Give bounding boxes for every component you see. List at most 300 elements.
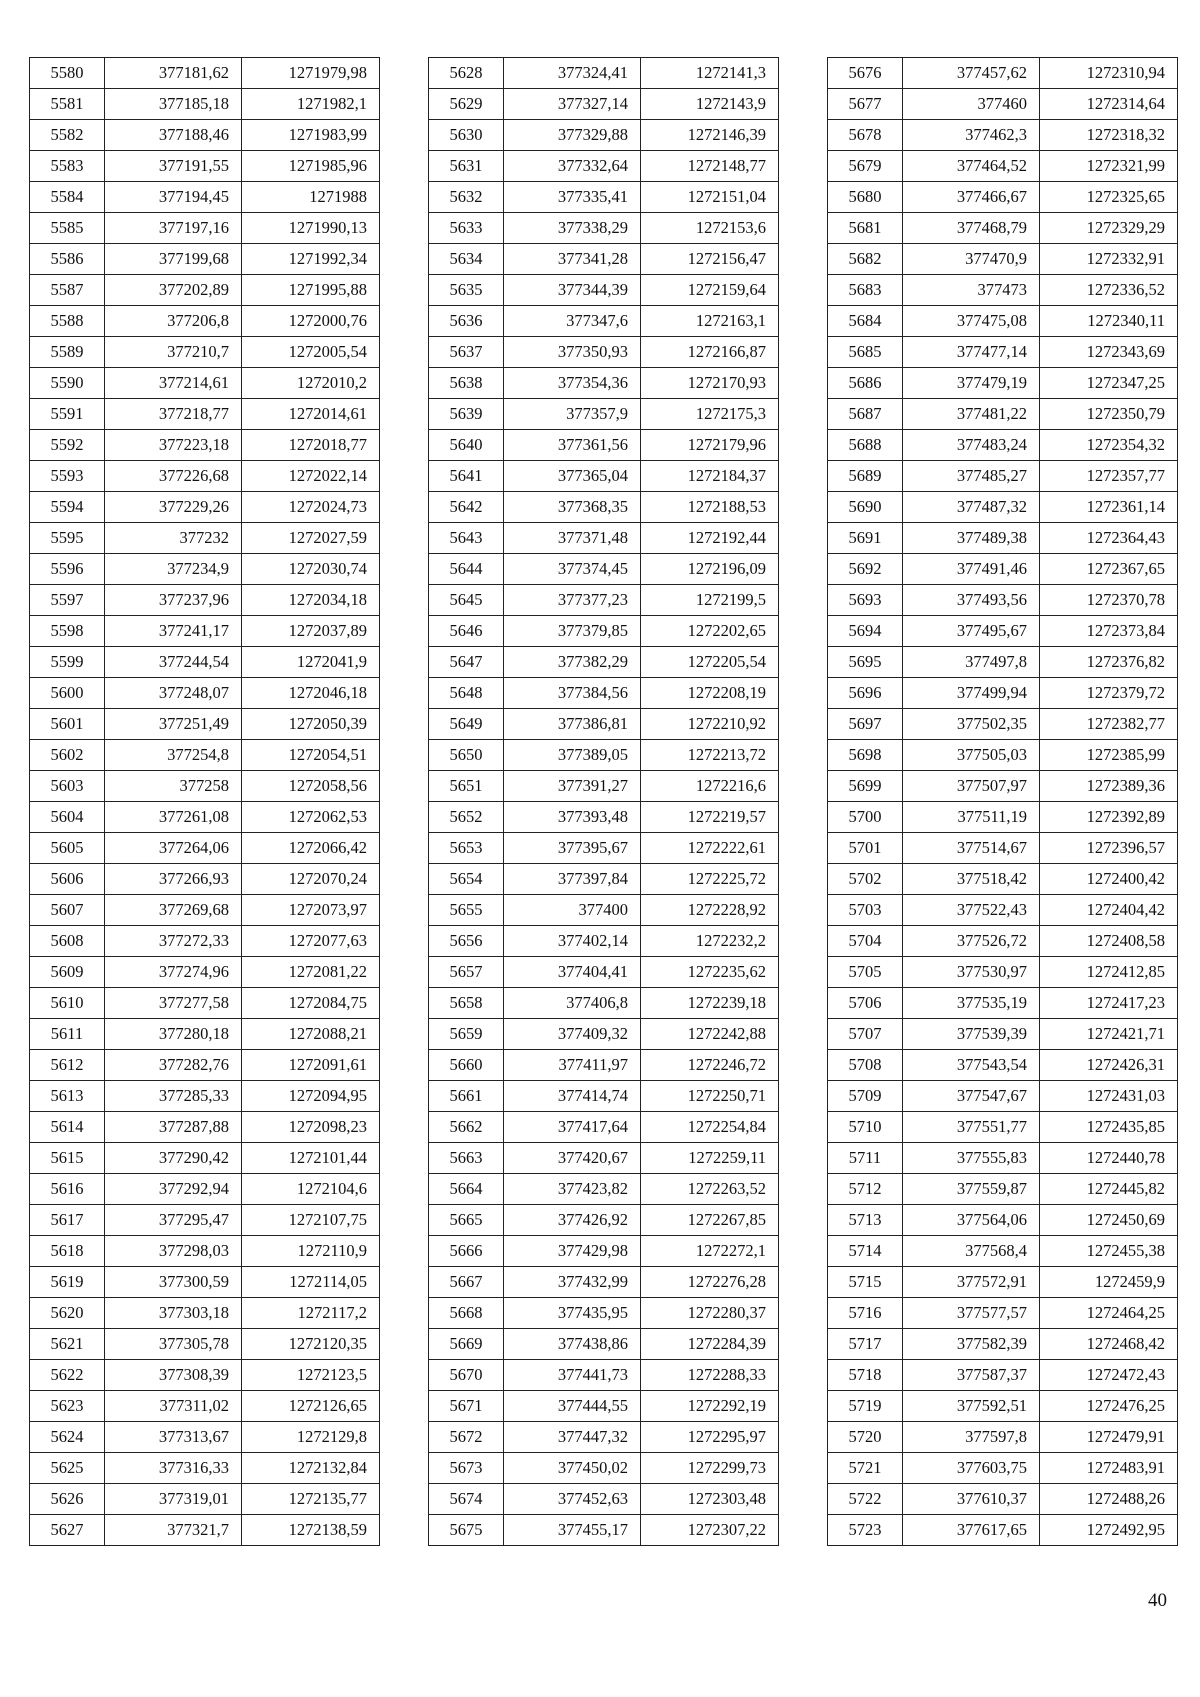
y-coordinate-cell: 1272259,11 [641, 1143, 779, 1174]
x-coordinate-cell: 377462,3 [903, 120, 1040, 151]
y-coordinate-cell: 1272354,32 [1040, 430, 1178, 461]
x-coordinate-cell: 377350,93 [504, 337, 641, 368]
table-row [429, 306, 779, 337]
point-number-cell: 5627 [30, 1515, 105, 1546]
point-number-cell: 5637 [429, 337, 504, 368]
table-row [429, 771, 779, 802]
table-row [429, 1112, 779, 1143]
x-coordinate-cell: 377417,64 [504, 1112, 641, 1143]
point-number-cell: 5651 [429, 771, 504, 802]
y-coordinate-cell: 1272202,65 [641, 616, 779, 647]
table-row [828, 151, 1178, 182]
x-coordinate-cell: 377266,93 [105, 864, 242, 895]
table-row [429, 864, 779, 895]
y-coordinate-cell: 1272408,58 [1040, 926, 1178, 957]
x-coordinate-cell: 377232 [105, 523, 242, 554]
point-number-cell: 5633 [429, 213, 504, 244]
x-coordinate-cell: 377475,08 [903, 306, 1040, 337]
x-coordinate-cell: 377526,72 [903, 926, 1040, 957]
table-row [30, 1422, 380, 1453]
point-number-cell: 5671 [429, 1391, 504, 1422]
table-row [30, 399, 380, 430]
x-coordinate-cell: 377258 [105, 771, 242, 802]
y-coordinate-cell: 1272392,89 [1040, 802, 1178, 833]
point-number-cell: 5657 [429, 957, 504, 988]
point-number-cell: 5683 [828, 275, 903, 306]
y-coordinate-cell: 1272199,5 [641, 585, 779, 616]
y-coordinate-cell: 1272117,2 [242, 1298, 380, 1329]
table-row [828, 1515, 1178, 1546]
table-row [828, 1205, 1178, 1236]
x-coordinate-cell: 377308,39 [105, 1360, 242, 1391]
point-number-cell: 5673 [429, 1453, 504, 1484]
y-coordinate-cell: 1272263,52 [641, 1174, 779, 1205]
table-row [828, 926, 1178, 957]
table-row [30, 585, 380, 616]
x-coordinate-cell: 377303,18 [105, 1298, 242, 1329]
table-row [30, 833, 380, 864]
x-coordinate-cell: 377377,23 [504, 585, 641, 616]
table-row [828, 988, 1178, 1019]
x-coordinate-cell: 377468,79 [903, 213, 1040, 244]
table-row [429, 89, 779, 120]
table-row [30, 895, 380, 926]
x-coordinate-cell: 377229,26 [105, 492, 242, 523]
table-row [30, 988, 380, 1019]
point-number-cell: 5600 [30, 678, 105, 709]
table-row [828, 647, 1178, 678]
y-coordinate-cell: 1272272,1 [641, 1236, 779, 1267]
point-number-cell: 5593 [30, 461, 105, 492]
y-coordinate-cell: 1272307,22 [641, 1515, 779, 1546]
y-coordinate-cell: 1272404,42 [1040, 895, 1178, 926]
point-number-cell: 5610 [30, 988, 105, 1019]
x-coordinate-cell: 377382,29 [504, 647, 641, 678]
y-coordinate-cell: 1272440,78 [1040, 1143, 1178, 1174]
table-row [429, 1174, 779, 1205]
table-row [30, 802, 380, 833]
table-row [828, 616, 1178, 647]
point-number-cell: 5692 [828, 554, 903, 585]
x-coordinate-cell: 377332,64 [504, 151, 641, 182]
x-coordinate-cell: 377568,4 [903, 1236, 1040, 1267]
point-number-cell: 5711 [828, 1143, 903, 1174]
table-row [429, 1484, 779, 1515]
table-row [828, 58, 1178, 89]
x-coordinate-cell: 377514,67 [903, 833, 1040, 864]
point-number-cell: 5712 [828, 1174, 903, 1205]
y-coordinate-cell: 1272129,8 [242, 1422, 380, 1453]
y-coordinate-cell: 1272318,32 [1040, 120, 1178, 151]
x-coordinate-cell: 377313,67 [105, 1422, 242, 1453]
x-coordinate-cell: 377497,8 [903, 647, 1040, 678]
x-coordinate-cell: 377404,41 [504, 957, 641, 988]
table-row [429, 926, 779, 957]
table-row [429, 1360, 779, 1391]
x-coordinate-cell: 377447,32 [504, 1422, 641, 1453]
y-coordinate-cell: 1272310,94 [1040, 58, 1178, 89]
x-coordinate-cell: 377617,65 [903, 1515, 1040, 1546]
y-coordinate-cell: 1272464,25 [1040, 1298, 1178, 1329]
point-number-cell: 5655 [429, 895, 504, 926]
table-row [828, 833, 1178, 864]
table-row [828, 337, 1178, 368]
y-coordinate-cell: 1272299,73 [641, 1453, 779, 1484]
y-coordinate-cell: 1272379,72 [1040, 678, 1178, 709]
table-body [30, 58, 380, 1546]
table-row [429, 244, 779, 275]
x-coordinate-cell: 377400 [504, 895, 641, 926]
y-coordinate-cell: 1272166,87 [641, 337, 779, 368]
y-coordinate-cell: 1272343,69 [1040, 337, 1178, 368]
table-row [30, 213, 380, 244]
point-number-cell: 5682 [828, 244, 903, 275]
x-coordinate-cell: 377559,87 [903, 1174, 1040, 1205]
x-coordinate-cell: 377432,99 [504, 1267, 641, 1298]
point-number-cell: 5691 [828, 523, 903, 554]
x-coordinate-cell: 377261,08 [105, 802, 242, 833]
table-row [828, 1422, 1178, 1453]
y-coordinate-cell: 1272239,18 [641, 988, 779, 1019]
point-number-cell: 5635 [429, 275, 504, 306]
point-number-cell: 5613 [30, 1081, 105, 1112]
x-coordinate-cell: 377197,16 [105, 213, 242, 244]
table-row [429, 740, 779, 771]
y-coordinate-cell: 1272276,28 [641, 1267, 779, 1298]
x-coordinate-cell: 377269,68 [105, 895, 242, 926]
x-coordinate-cell: 377237,96 [105, 585, 242, 616]
point-number-cell: 5615 [30, 1143, 105, 1174]
x-coordinate-cell: 377610,37 [903, 1484, 1040, 1515]
table-row [30, 1112, 380, 1143]
y-coordinate-cell: 1271982,1 [242, 89, 380, 120]
y-coordinate-cell: 1272364,43 [1040, 523, 1178, 554]
point-number-cell: 5716 [828, 1298, 903, 1329]
y-coordinate-cell: 1272153,6 [641, 213, 779, 244]
table-row [429, 492, 779, 523]
point-number-cell: 5594 [30, 492, 105, 523]
table-row [828, 1143, 1178, 1174]
x-coordinate-cell: 377423,82 [504, 1174, 641, 1205]
y-coordinate-cell: 1272246,72 [641, 1050, 779, 1081]
point-number-cell: 5580 [30, 58, 105, 89]
table-row [828, 368, 1178, 399]
x-coordinate-cell: 377185,18 [105, 89, 242, 120]
table-row [429, 895, 779, 926]
x-coordinate-cell: 377361,56 [504, 430, 641, 461]
table-row [828, 1236, 1178, 1267]
point-number-cell: 5721 [828, 1453, 903, 1484]
point-number-cell: 5680 [828, 182, 903, 213]
point-number-cell: 5621 [30, 1329, 105, 1360]
table-row [828, 182, 1178, 213]
x-coordinate-cell: 377347,6 [504, 306, 641, 337]
table-row [429, 1329, 779, 1360]
point-number-cell: 5628 [429, 58, 504, 89]
table-row [30, 1391, 380, 1422]
y-coordinate-cell: 1272014,61 [242, 399, 380, 430]
point-number-cell: 5598 [30, 616, 105, 647]
point-number-cell: 5709 [828, 1081, 903, 1112]
table-row [828, 1453, 1178, 1484]
x-coordinate-cell: 377389,05 [504, 740, 641, 771]
x-coordinate-cell: 377344,39 [504, 275, 641, 306]
point-number-cell: 5722 [828, 1484, 903, 1515]
table-row [828, 1391, 1178, 1422]
x-coordinate-cell: 377547,67 [903, 1081, 1040, 1112]
x-coordinate-cell: 377223,18 [105, 430, 242, 461]
point-number-cell: 5656 [429, 926, 504, 957]
y-coordinate-cell: 1272314,64 [1040, 89, 1178, 120]
x-coordinate-cell: 377374,45 [504, 554, 641, 585]
y-coordinate-cell: 1272445,82 [1040, 1174, 1178, 1205]
x-coordinate-cell: 377592,51 [903, 1391, 1040, 1422]
y-coordinate-cell: 1272254,84 [641, 1112, 779, 1143]
table-row [30, 678, 380, 709]
point-number-cell: 5715 [828, 1267, 903, 1298]
point-number-cell: 5592 [30, 430, 105, 461]
x-coordinate-cell: 377335,41 [504, 182, 641, 213]
point-number-cell: 5694 [828, 616, 903, 647]
x-coordinate-cell: 377188,46 [105, 120, 242, 151]
x-coordinate-cell: 377292,94 [105, 1174, 242, 1205]
table-row [30, 554, 380, 585]
table-row [429, 1453, 779, 1484]
y-coordinate-cell: 1272054,51 [242, 740, 380, 771]
point-number-cell: 5703 [828, 895, 903, 926]
y-coordinate-cell: 1272148,77 [641, 151, 779, 182]
x-coordinate-cell: 377393,48 [504, 802, 641, 833]
table-row [828, 1267, 1178, 1298]
point-number-cell: 5638 [429, 368, 504, 399]
y-coordinate-cell: 1272431,03 [1040, 1081, 1178, 1112]
point-number-cell: 5661 [429, 1081, 504, 1112]
point-number-cell: 5678 [828, 120, 903, 151]
table-row [429, 1391, 779, 1422]
point-number-cell: 5586 [30, 244, 105, 275]
point-number-cell: 5582 [30, 120, 105, 151]
table-row [828, 399, 1178, 430]
point-number-cell: 5614 [30, 1112, 105, 1143]
table-row [30, 368, 380, 399]
point-number-cell: 5677 [828, 89, 903, 120]
y-coordinate-cell: 1272146,39 [641, 120, 779, 151]
x-coordinate-cell: 377539,39 [903, 1019, 1040, 1050]
point-number-cell: 5667 [429, 1267, 504, 1298]
point-number-cell: 5625 [30, 1453, 105, 1484]
point-number-cell: 5658 [429, 988, 504, 1019]
x-coordinate-cell: 377357,9 [504, 399, 641, 430]
point-number-cell: 5622 [30, 1360, 105, 1391]
x-coordinate-cell: 377485,27 [903, 461, 1040, 492]
x-coordinate-cell: 377371,48 [504, 523, 641, 554]
table-row [828, 802, 1178, 833]
x-coordinate-cell: 377543,54 [903, 1050, 1040, 1081]
table-row [429, 988, 779, 1019]
point-number-cell: 5693 [828, 585, 903, 616]
point-number-cell: 5636 [429, 306, 504, 337]
y-coordinate-cell: 1272163,1 [641, 306, 779, 337]
point-number-cell: 5639 [429, 399, 504, 430]
x-coordinate-cell: 377493,56 [903, 585, 1040, 616]
point-number-cell: 5617 [30, 1205, 105, 1236]
table-row [30, 306, 380, 337]
y-coordinate-cell: 1272046,18 [242, 678, 380, 709]
table-row [429, 802, 779, 833]
table-row [828, 244, 1178, 275]
point-number-cell: 5679 [828, 151, 903, 182]
table-row [429, 1298, 779, 1329]
y-coordinate-cell: 1272030,74 [242, 554, 380, 585]
y-coordinate-cell: 1272070,24 [242, 864, 380, 895]
table-row [30, 492, 380, 523]
x-coordinate-cell: 377518,42 [903, 864, 1040, 895]
point-number-cell: 5706 [828, 988, 903, 1019]
table-row [429, 275, 779, 306]
y-coordinate-cell: 1272216,6 [641, 771, 779, 802]
table-row [429, 337, 779, 368]
x-coordinate-cell: 377473 [903, 275, 1040, 306]
y-coordinate-cell: 1272347,25 [1040, 368, 1178, 399]
point-number-cell: 5668 [429, 1298, 504, 1329]
y-coordinate-cell: 1272367,65 [1040, 554, 1178, 585]
table-row [429, 678, 779, 709]
point-number-cell: 5629 [429, 89, 504, 120]
y-coordinate-cell: 1272468,42 [1040, 1329, 1178, 1360]
table-row [30, 1360, 380, 1391]
table-row [429, 1515, 779, 1546]
table-row [30, 182, 380, 213]
table-row [828, 1329, 1178, 1360]
y-coordinate-cell: 1272476,25 [1040, 1391, 1178, 1422]
point-number-cell: 5645 [429, 585, 504, 616]
point-number-cell: 5700 [828, 802, 903, 833]
point-number-cell: 5665 [429, 1205, 504, 1236]
point-number-cell: 5686 [828, 368, 903, 399]
point-number-cell: 5652 [429, 802, 504, 833]
y-coordinate-cell: 1272010,2 [242, 368, 380, 399]
point-number-cell: 5587 [30, 275, 105, 306]
y-coordinate-cell: 1272126,65 [242, 1391, 380, 1422]
y-coordinate-cell: 1272235,62 [641, 957, 779, 988]
y-coordinate-cell: 1272037,89 [242, 616, 380, 647]
x-coordinate-cell: 377395,67 [504, 833, 641, 864]
point-number-cell: 5606 [30, 864, 105, 895]
point-number-cell: 5688 [828, 430, 903, 461]
table-row [429, 523, 779, 554]
x-coordinate-cell: 377470,9 [903, 244, 1040, 275]
point-number-cell: 5589 [30, 337, 105, 368]
x-coordinate-cell: 377457,62 [903, 58, 1040, 89]
point-number-cell: 5619 [30, 1267, 105, 1298]
point-number-cell: 5684 [828, 306, 903, 337]
table-row [828, 306, 1178, 337]
table-row [429, 213, 779, 244]
point-number-cell: 5666 [429, 1236, 504, 1267]
y-coordinate-cell: 1272292,19 [641, 1391, 779, 1422]
table-row [828, 1360, 1178, 1391]
table-row [828, 864, 1178, 895]
table-row [828, 554, 1178, 585]
y-coordinate-cell: 1272222,61 [641, 833, 779, 864]
x-coordinate-cell: 377354,36 [504, 368, 641, 399]
y-coordinate-cell: 1272280,37 [641, 1298, 779, 1329]
y-coordinate-cell: 1272084,75 [242, 988, 380, 1019]
table-row [828, 461, 1178, 492]
point-number-cell: 5640 [429, 430, 504, 461]
point-number-cell: 5601 [30, 709, 105, 740]
x-coordinate-cell: 377429,98 [504, 1236, 641, 1267]
point-number-cell: 5591 [30, 399, 105, 430]
table-row [429, 709, 779, 740]
x-coordinate-cell: 377441,73 [504, 1360, 641, 1391]
y-coordinate-cell: 1272192,44 [641, 523, 779, 554]
y-coordinate-cell: 1272288,33 [641, 1360, 779, 1391]
point-number-cell: 5599 [30, 647, 105, 678]
table-row [828, 492, 1178, 523]
table-row [828, 1019, 1178, 1050]
x-coordinate-cell: 377298,03 [105, 1236, 242, 1267]
x-coordinate-cell: 377368,35 [504, 492, 641, 523]
y-coordinate-cell: 1272159,64 [641, 275, 779, 306]
page-number: 40 [1148, 1590, 1167, 1611]
point-number-cell: 5596 [30, 554, 105, 585]
y-coordinate-cell: 1272196,09 [641, 554, 779, 585]
y-coordinate-cell: 1272151,04 [641, 182, 779, 213]
y-coordinate-cell: 1272492,95 [1040, 1515, 1178, 1546]
y-coordinate-cell: 1272091,61 [242, 1050, 380, 1081]
x-coordinate-cell: 377603,75 [903, 1453, 1040, 1484]
table-row [828, 120, 1178, 151]
table-row [30, 1484, 380, 1515]
point-number-cell: 5612 [30, 1050, 105, 1081]
point-number-cell: 5611 [30, 1019, 105, 1050]
x-coordinate-cell: 377466,67 [903, 182, 1040, 213]
y-coordinate-cell: 1271979,98 [242, 58, 380, 89]
point-number-cell: 5595 [30, 523, 105, 554]
table-row [30, 926, 380, 957]
x-coordinate-cell: 377577,57 [903, 1298, 1040, 1329]
table-row [828, 678, 1178, 709]
y-coordinate-cell: 1272459,9 [1040, 1267, 1178, 1298]
table-row [429, 58, 779, 89]
table-row [429, 1019, 779, 1050]
point-number-cell: 5581 [30, 89, 105, 120]
table-row [30, 1019, 380, 1050]
y-coordinate-cell: 1272104,6 [242, 1174, 380, 1205]
point-number-cell: 5608 [30, 926, 105, 957]
table-row [30, 461, 380, 492]
point-number-cell: 5723 [828, 1515, 903, 1546]
point-number-cell: 5697 [828, 709, 903, 740]
x-coordinate-cell: 377455,17 [504, 1515, 641, 1546]
y-coordinate-cell: 1272435,85 [1040, 1112, 1178, 1143]
point-number-cell: 5643 [429, 523, 504, 554]
y-coordinate-cell: 1272062,53 [242, 802, 380, 833]
point-number-cell: 5674 [429, 1484, 504, 1515]
y-coordinate-cell: 1272184,37 [641, 461, 779, 492]
point-number-cell: 5609 [30, 957, 105, 988]
point-number-cell: 5588 [30, 306, 105, 337]
y-coordinate-cell: 1272205,54 [641, 647, 779, 678]
table-row [828, 585, 1178, 616]
x-coordinate-cell: 377435,95 [504, 1298, 641, 1329]
point-number-cell: 5690 [828, 492, 903, 523]
point-number-cell: 5590 [30, 368, 105, 399]
table-body [828, 58, 1178, 1546]
table-row [30, 1081, 380, 1112]
x-coordinate-cell: 377199,68 [105, 244, 242, 275]
